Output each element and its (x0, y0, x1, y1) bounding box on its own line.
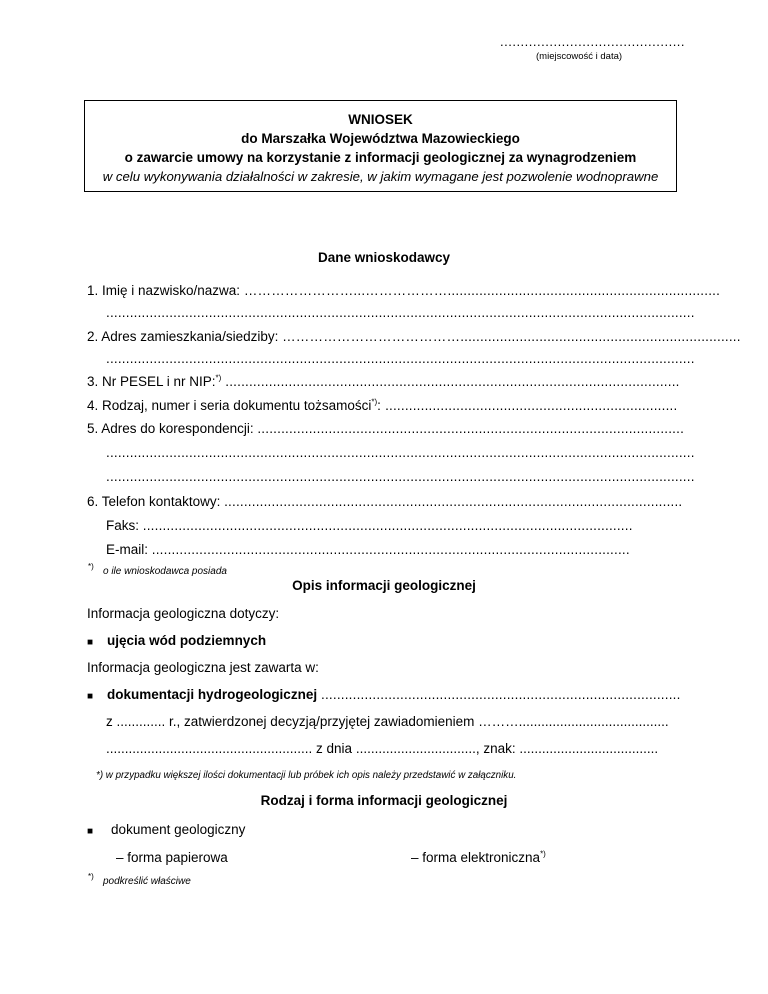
id-document-field[interactable] (87, 398, 677, 416)
date-sign-line[interactable]: ....................................................... z dnia ................................, znak: ..................................... (106, 741, 659, 756)
correspondence-continuation-1[interactable] (106, 445, 695, 463)
phone-label: 6. Telefon kontaktowy: (87, 494, 225, 509)
bullet-icon: ■ (87, 691, 94, 702)
phone-field[interactable] (87, 494, 683, 512)
applicant-section-title: Dane wnioskodawcy (317, 250, 451, 265)
correspondence-dots: ............................................................................................................ (257, 421, 685, 436)
pesel-footnote-mark: *) (215, 373, 222, 383)
name-field-continuation[interactable] (106, 305, 695, 323)
address-label: 2. Adres zamieszkania/siedziby: (87, 329, 283, 344)
option-electronic-label: – forma elektroniczna (411, 850, 541, 865)
phone-dots: .................................................................................................................... (224, 494, 683, 509)
geo-description-footnote: *) w przypadku większej ilości dokumentacji lub próbek ich opis należy przedstawić w załączniku. (96, 770, 517, 781)
correspondence-dots-3: ..................................................................................................................................................... (106, 469, 695, 484)
email-field[interactable] (106, 542, 677, 560)
place-date-label: (miejscowość i data) (536, 51, 623, 62)
id-footnote-mark: *) (371, 397, 378, 407)
pesel-nip-label: 3. Nr PESEL i nr NIP: (87, 374, 216, 389)
concerns-value: ujęcia wód podziemnych (107, 633, 267, 648)
form-footnote: podkreślić właściwe (103, 876, 191, 887)
header-purpose: w celu wykonywania działalności w zakresie, w jakim wymagane jest pozwolenie wodnoprawne (102, 169, 659, 184)
bullet-icon: ■ (87, 637, 94, 648)
correspondence-continuation-2[interactable] (106, 469, 695, 487)
correspondence-label: 5. Adres do korespondencji: (87, 421, 258, 436)
correspondence-address-field[interactable] (87, 421, 685, 439)
correspondence-dots-2: ..................................................................................................................................................... (106, 445, 695, 460)
fax-dots: ............................................................................................................................ (142, 518, 633, 533)
place-date-dots[interactable]: ............................................. (500, 34, 686, 49)
concerns-label: Informacja geologiczna dotyczy: (87, 606, 280, 621)
bullet-icon: ■ (87, 826, 94, 837)
form-item-label: dokument geologiczny (111, 822, 246, 837)
geo-description-title: Opis informacji geologicznej (292, 578, 476, 593)
id-document-dots: : .......................................................................... (377, 398, 678, 413)
application-header-box (84, 100, 677, 192)
documentation-dots: ........................................................................................... (317, 687, 681, 702)
header-subject: o zawarcie umowy na korzystanie z informacji geologicznej za wynagrodzeniem (124, 150, 637, 165)
pesel-nip-field[interactable] (87, 373, 680, 392)
option-electronic[interactable] (411, 850, 546, 865)
header-addressee: do Marszałka Województwa Mazowieckiego (241, 131, 520, 146)
electronic-footnote-mark: *) (540, 849, 546, 859)
concerns-item (87, 633, 266, 648)
email-label: E-mail: (106, 542, 152, 557)
contained-label: Informacja geologiczna jest zawarta w: (87, 660, 319, 675)
header-title: WNIOSEK (348, 112, 413, 127)
documentation-field[interactable] (87, 687, 681, 705)
applicant-footnote-mark: *) (88, 562, 94, 571)
address-field[interactable] (87, 329, 741, 347)
approval-line[interactable]: z ............. r., zatwierdzonej decyzją/przyjętej zawiadomieniem ………........................................ (106, 714, 669, 729)
name-dots-2: ..................................................................................................................................................... (106, 305, 695, 320)
name-dots: ……………………...………………..................................................................... (243, 283, 721, 298)
id-document-label: 4. Rodzaj, numer i seria dokumentu tożsamości (87, 398, 372, 413)
email-dots: ......................................................................................................................... (151, 542, 630, 557)
form-footnote-mark: *) (88, 872, 94, 881)
documentation-value: dokumentacji hydrogeologicznej (107, 687, 318, 702)
name-label: 1. Imię i nazwisko/nazwa: (87, 283, 244, 298)
fax-label: Faks: (106, 518, 143, 533)
fax-field[interactable] (106, 518, 677, 536)
address-field-continuation[interactable] (106, 351, 695, 369)
address-dots: …………………………………....................................................................... (282, 329, 741, 344)
form-item (87, 822, 245, 837)
applicant-footnote: o ile wnioskodawca posiada (103, 566, 227, 577)
geo-form-title: Rodzaj i forma informacji geologicznej (260, 793, 508, 808)
address-dots-2: ..................................................................................................................................................... (106, 351, 695, 366)
name-field[interactable] (87, 283, 721, 301)
option-paper[interactable]: – forma papierowa (116, 850, 228, 865)
pesel-nip-dots: ................................................................................................................... (221, 374, 680, 389)
